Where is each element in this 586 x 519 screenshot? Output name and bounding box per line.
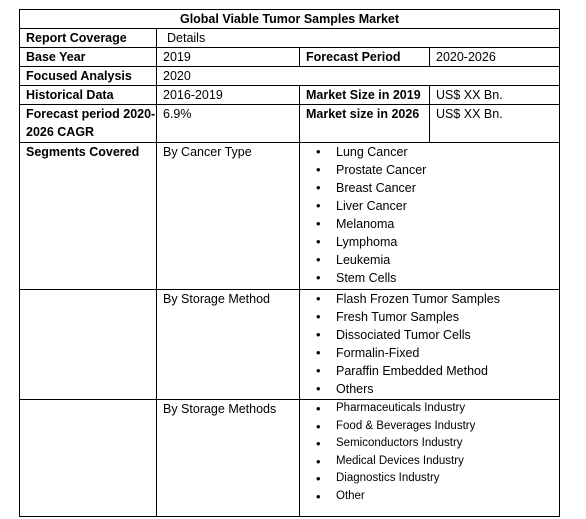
row-value: US$ XX Bn. <box>430 86 560 105</box>
list-item: • Formalin-Fixed <box>306 344 559 362</box>
segment-group-name: By Cancer Type <box>157 143 300 290</box>
list-item: • Prostate Cancer <box>306 161 559 179</box>
list-item: • Other <box>306 488 559 506</box>
segment-row <box>20 400 560 517</box>
table-row <box>20 86 560 105</box>
row-value: US$ XX Bn. <box>430 105 560 143</box>
list-item: • Fresh Tumor Samples <box>306 308 559 326</box>
segment-row <box>20 143 560 290</box>
list-item: • Leukemia <box>306 251 559 269</box>
list-item: • Stem Cells <box>306 269 559 287</box>
row-value: 2020 <box>157 67 560 86</box>
list-item: • Melanoma <box>306 215 559 233</box>
segment-list <box>306 290 559 398</box>
segment-group-name: By Storage Methods <box>157 400 300 517</box>
list-item: • Others <box>306 380 559 398</box>
row-value: 2019 <box>157 48 300 67</box>
row-label: Focused Analysis <box>20 67 157 86</box>
table-row <box>20 48 560 67</box>
row-label: Forecast Period <box>300 48 430 67</box>
row-label: Market size in 2026 <box>300 105 430 143</box>
row-label: Base Year <box>20 48 157 67</box>
table-row <box>20 29 560 48</box>
row-value: 2020-2026 <box>430 48 560 67</box>
list-item: • Pharmaceuticals Industry <box>306 400 559 418</box>
segment-group-name: By Storage Method <box>157 290 300 400</box>
list-item: • Dissociated Tumor Cells <box>306 326 559 344</box>
list-item: • Lymphoma <box>306 233 559 251</box>
row-value: 6.9% <box>157 105 300 143</box>
list-item: • Paraffin Embedded Method <box>306 362 559 380</box>
segment-row <box>20 290 560 400</box>
list-item: • Medical Devices Industry <box>306 453 559 471</box>
list-item: • Liver Cancer <box>306 197 559 215</box>
table-title: Global Viable Tumor Samples Market <box>20 10 560 29</box>
list-item: • Breast Cancer <box>306 179 559 197</box>
table-row <box>20 67 560 86</box>
row-label: Forecast period 2020-2026 CAGR <box>20 105 157 143</box>
row-value: 2016-2019 <box>157 86 300 105</box>
list-item: • Lung Cancer <box>306 143 559 161</box>
market-report-table <box>19 9 560 517</box>
row-value: Details <box>157 29 560 48</box>
table-row <box>20 105 560 143</box>
row-label: Historical Data <box>20 86 157 105</box>
list-item: • Semiconductors Industry <box>306 435 559 453</box>
list-item: • Flash Frozen Tumor Samples <box>306 290 559 308</box>
list-item: • Food & Beverages Industry <box>306 418 559 436</box>
row-label: Report Coverage <box>20 29 157 48</box>
row-label: Segments Covered <box>20 143 157 290</box>
segment-list <box>306 143 559 287</box>
row-label: Market Size in 2019 <box>300 86 430 105</box>
list-item: • Diagnostics Industry <box>306 470 559 488</box>
segment-list <box>306 400 559 506</box>
